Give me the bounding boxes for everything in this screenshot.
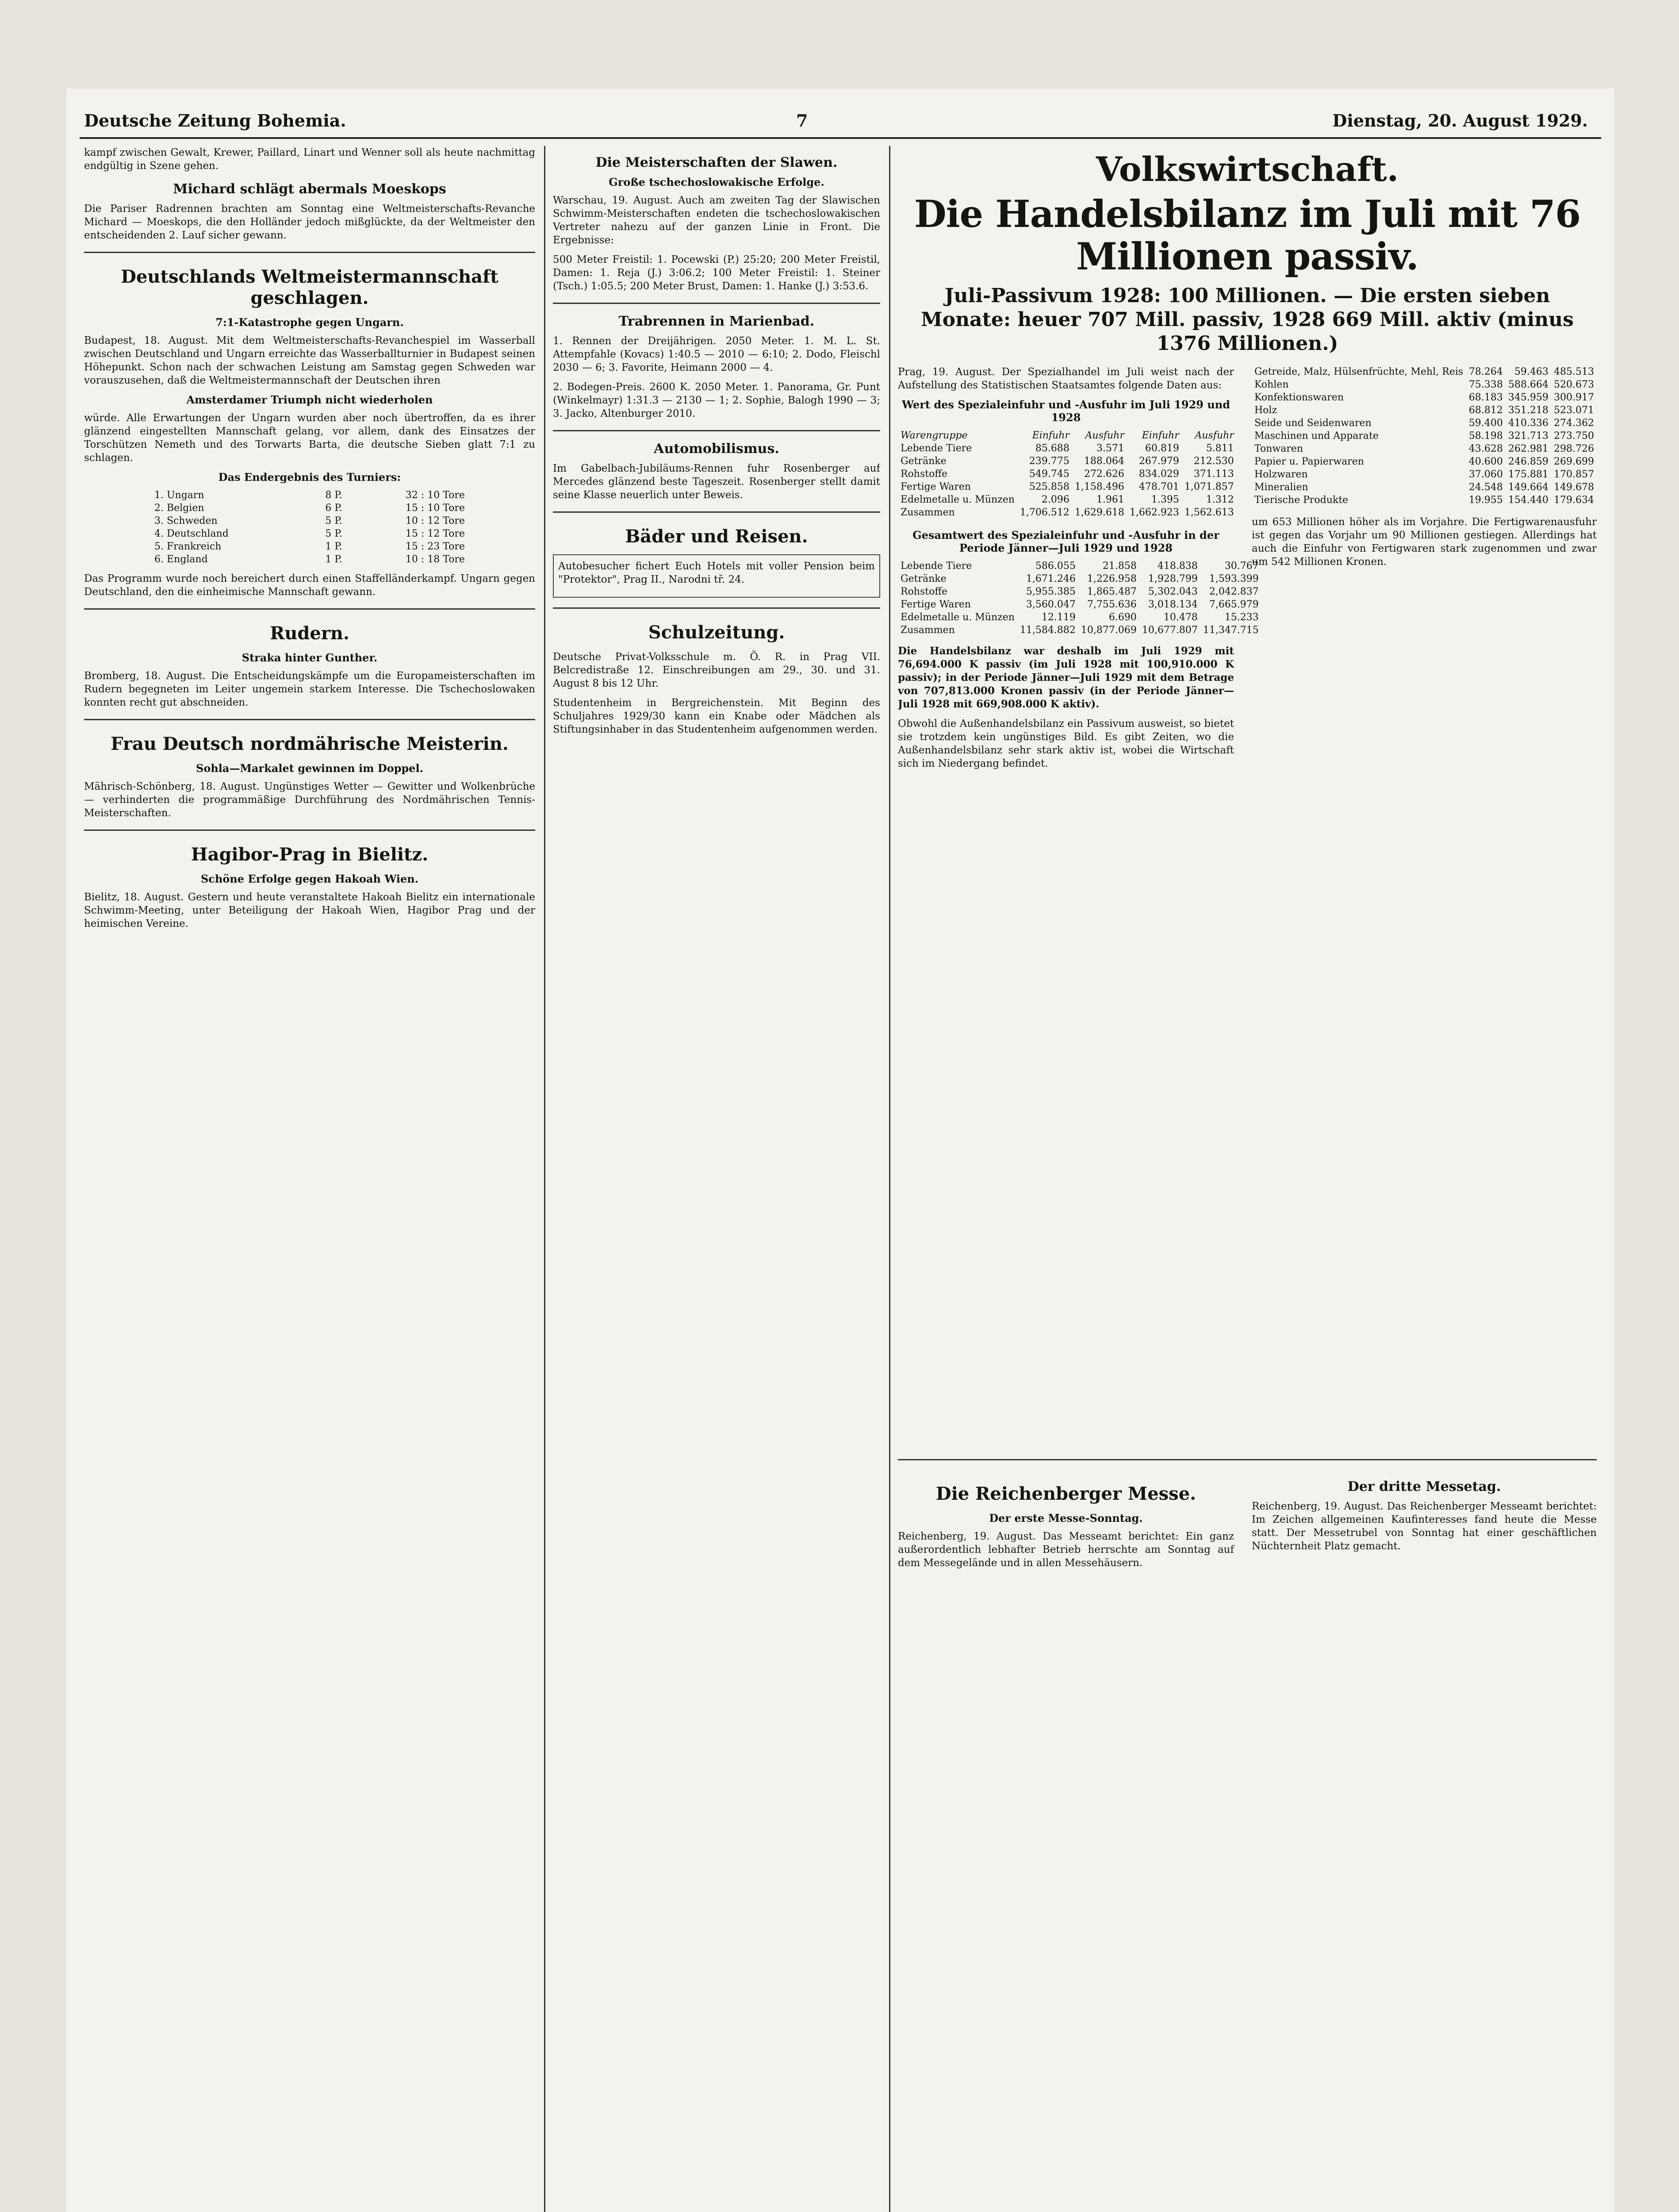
table-header-cell: Einfuhr bbox=[1032, 430, 1070, 441]
divider bbox=[84, 830, 535, 831]
table-row bbox=[898, 442, 1237, 455]
deck-trade-balance: Juli-Passivum 1928: 100 Millionen. — Die ersten sieben Monate: heuer 707 Mill. passiv, 1928 669 Mill. aktiv (minus 1376 Millionen.) bbox=[921, 284, 1574, 355]
headline-school: Schulzeitung. bbox=[648, 622, 785, 643]
table-cell: 1,071.857 bbox=[1184, 481, 1234, 492]
standings-row bbox=[152, 515, 468, 527]
table-cell: 3. Schweden bbox=[154, 515, 218, 526]
trade-two-columns bbox=[898, 365, 1597, 1449]
table-cell: 58.198 bbox=[1468, 430, 1503, 442]
table-cell: 300.917 bbox=[1554, 392, 1594, 403]
headline-hagibor: Hagibor-Prag in Bielitz. bbox=[191, 844, 429, 865]
page-number: 7 bbox=[796, 111, 808, 131]
table-cell: 1 P. bbox=[325, 541, 342, 552]
article-trotting-2: 2. Bodegen-Preis. 2600 K. 2050 Meter. 1. Panorama, Gr. Punt (Winkelmayr) 1:31.3 — 2130 — 1; 2. Sophie, Balogh 1990 — 3; 3. Jacko, Altenburger 2010. bbox=[553, 381, 880, 419]
table-cell: 1,928.799 bbox=[1148, 573, 1198, 584]
table-cell: Lebende Tiere bbox=[901, 561, 972, 572]
table-cell: 212.530 bbox=[1193, 456, 1234, 467]
column-sports-2 bbox=[553, 146, 880, 2212]
table-header-cell: Einfuhr bbox=[1142, 430, 1179, 441]
table-row bbox=[898, 572, 1261, 585]
divider bbox=[553, 511, 880, 513]
divider bbox=[84, 719, 535, 720]
headline-fair: Die Reichenberger Messe. bbox=[935, 1483, 1196, 1504]
table-cell: 1,629.618 bbox=[1074, 507, 1124, 518]
table-cell: Lebende Tiere bbox=[901, 443, 972, 454]
table-cell: 1,562.613 bbox=[1184, 507, 1234, 518]
table-cell: Fertige Waren bbox=[901, 599, 971, 610]
table-cell: 2,042.837 bbox=[1209, 586, 1259, 597]
table-cell: Fertige Waren bbox=[901, 481, 971, 492]
table-cell: 1.961 bbox=[1096, 494, 1124, 505]
column-economy bbox=[898, 146, 1597, 2212]
table-cell: 246.859 bbox=[1508, 456, 1549, 467]
table-cell: 1,226.958 bbox=[1087, 573, 1137, 584]
table-cell: 5,955.385 bbox=[1026, 586, 1076, 597]
table-row bbox=[898, 585, 1261, 598]
table-cell: 371.113 bbox=[1193, 469, 1234, 480]
table-cell: 3,018.134 bbox=[1148, 599, 1198, 610]
article-rowing: Bromberg, 18. August. Die Entscheidungskämpfe um die Europameisterschaften im Rudern begegneten im Leiter ungemein starkem Interesse. Die Tschechoslowaken konnten recht gut abschneiden. bbox=[84, 670, 535, 708]
table-cell: 272.626 bbox=[1084, 469, 1124, 480]
table-cell: Edelmetalle u. Münzen bbox=[901, 494, 1015, 505]
divider bbox=[84, 252, 535, 253]
trade-table-goods bbox=[1252, 365, 1597, 507]
table-cell: 32 : 10 Tore bbox=[405, 490, 465, 501]
table-cell: 8 P. bbox=[325, 490, 342, 501]
article-fair-1: Reichenberg, 19. August. Das Messeamt berichtet: Ein ganz außerordentlich lebhafter Betrieb herrschte am Sonntag auf dem Messegelände und in allen Messehäusern. bbox=[898, 1531, 1234, 1569]
table-cell: 75.338 bbox=[1468, 379, 1503, 390]
table-cell: 588.664 bbox=[1508, 379, 1549, 390]
intro-paragraph: kampf zwischen Gewalt, Krewer, Paillard, Linart und Wenner soll als heute nachmittag endgültig in Szene gehen. bbox=[84, 147, 535, 172]
table-cell: 37.060 bbox=[1468, 469, 1503, 480]
table2-title: Gesamtwert des Spezialeinfuhr und -Ausfuhr in der Periode Jänner—Juli 1929 und 1928 bbox=[912, 529, 1219, 554]
table-cell: 59.400 bbox=[1468, 418, 1503, 429]
table-cell: Kohlen bbox=[1254, 379, 1289, 390]
table-cell: 5 P. bbox=[325, 515, 342, 526]
table-cell: 274.362 bbox=[1554, 418, 1594, 429]
table-row bbox=[1252, 404, 1597, 417]
column-rule bbox=[544, 146, 545, 2212]
table-cell: 10,877.069 bbox=[1081, 625, 1137, 636]
table-cell: 523.071 bbox=[1554, 405, 1594, 416]
table-row bbox=[1252, 468, 1597, 481]
table-cell: 15 : 23 Tore bbox=[405, 541, 465, 552]
table-cell: 239.775 bbox=[1029, 456, 1070, 467]
table-row bbox=[898, 506, 1237, 519]
table-cell: 24.548 bbox=[1468, 482, 1503, 493]
standings-row bbox=[152, 489, 468, 502]
table-cell: 68.812 bbox=[1468, 405, 1503, 416]
table-cell: 179.634 bbox=[1554, 495, 1594, 506]
table-cell: 1,158.496 bbox=[1074, 481, 1124, 492]
table-cell: Maschinen und Apparate bbox=[1254, 430, 1379, 442]
table-cell: Tonwaren bbox=[1254, 443, 1303, 454]
table-cell: 10.478 bbox=[1163, 612, 1198, 623]
table-cell: 85.688 bbox=[1035, 443, 1070, 454]
table-cell: 6. England bbox=[154, 554, 208, 565]
trade-summary: Die Handelsbilanz war deshalb im Juli 1929 mit 76,694.000 K passiv (im Juli 1928 mit 100,910.000 K passiv); in der Periode Jänner—Juli 1929 mit dem Betrage von 707,813.000 Kronen passiv (in der Periode Jänner—Juli 1928 mit 669,908.000 K aktiv). bbox=[898, 645, 1234, 710]
table-cell: 1,865.487 bbox=[1087, 586, 1137, 597]
table-cell: 60.819 bbox=[1145, 443, 1179, 454]
table-cell: Getreide, Malz, Hülsenfrüchte, Mehl, Reis bbox=[1254, 366, 1464, 377]
table-cell: 6.690 bbox=[1108, 612, 1137, 623]
article-trotting-1: 1. Rennen der Dreijährigen. 2050 Meter. 1. M. L. St. Attempfahle (Kovacs) 1:40.5 — 2010 — 6:10; 2. Dodo, Fleischl 2030 — 6; 3. Favorite, Heimann 2000 — 4. bbox=[553, 335, 880, 373]
table-cell: 7,755.636 bbox=[1087, 599, 1137, 610]
table-cell: 834.029 bbox=[1138, 469, 1179, 480]
article-fair-2: Reichenberg, 19. August. Das Reichenberger Messeamt berichtet: Im Zeichen allgemeinen Kaufinteresses fand heute die Messe statt. Der Messetrubel von Sonntag hat einer geschäftlichen Nüchternheit Platz gemacht. bbox=[1252, 1501, 1597, 1552]
table-cell: 2. Belgien bbox=[154, 503, 204, 514]
table-cell: Edelmetalle u. Münzen bbox=[901, 612, 1015, 623]
table-cell: Rohstoffe bbox=[901, 586, 948, 597]
table-cell: 269.699 bbox=[1554, 456, 1594, 467]
column-sports-1 bbox=[84, 146, 535, 2212]
table-cell: Getränke bbox=[901, 456, 947, 467]
table-cell: 586.055 bbox=[1035, 561, 1076, 572]
table-header-cell: Ausfuhr bbox=[1085, 430, 1124, 441]
article-school-2: Studentenheim in Bergreichenstein. Mit Beginn des Schuljahres 1929/30 kann ein Knabe oder Mädchen als Stiftungsinhaber in das Studentenheim aufgenommen werden. bbox=[553, 697, 880, 735]
subhead-hagibor: Schöne Erfolge gegen Hakoah Wien. bbox=[200, 872, 419, 885]
subhead-tennis: Sohla—Markalet gewinnen im Doppel. bbox=[196, 762, 424, 775]
table-row bbox=[1252, 494, 1597, 507]
ad-protektor: Autobesucher fichert Euch Hotels mit voller Pension beim "Protektor", Prag II., Narodni tř. 24. bbox=[558, 561, 875, 585]
headline-slavs: Die Meisterschaften der Slawen. bbox=[595, 155, 838, 170]
table-cell: Zusammen bbox=[901, 507, 955, 518]
subhead-rowing: Straka hinter Gunther. bbox=[242, 651, 378, 664]
headline-tennis: Frau Deutsch nordmährische Meisterin. bbox=[111, 733, 509, 754]
table-cell: 7,665.979 bbox=[1209, 599, 1259, 610]
table-cell: 1.312 bbox=[1206, 494, 1234, 505]
table-cell: 154.440 bbox=[1508, 495, 1549, 506]
table-cell: 175.881 bbox=[1508, 469, 1549, 480]
table-cell: 10,677.807 bbox=[1142, 625, 1198, 636]
table-row bbox=[1252, 391, 1597, 404]
section-banner: Volkswirtschaft. bbox=[1096, 150, 1399, 189]
table-cell: 3.571 bbox=[1096, 443, 1124, 454]
table-cell: 418.838 bbox=[1157, 561, 1198, 572]
divider bbox=[84, 608, 535, 610]
trade-table-period bbox=[898, 560, 1261, 637]
table-row bbox=[898, 611, 1261, 624]
headline-third-day: Der dritte Messetag. bbox=[1347, 1479, 1501, 1494]
table-cell: 12.119 bbox=[1041, 612, 1076, 623]
table-row bbox=[898, 624, 1261, 637]
table-cell: Holzwaren bbox=[1254, 469, 1308, 480]
table-cell: 520.673 bbox=[1554, 379, 1594, 390]
table-cell: 478.701 bbox=[1138, 481, 1179, 492]
table-cell: 11,584.882 bbox=[1020, 625, 1076, 636]
table-cell: 5,302.043 bbox=[1148, 586, 1198, 597]
issue-date: Dienstag, 20. August 1929. bbox=[1332, 111, 1588, 131]
table-cell: Mineralien bbox=[1254, 482, 1308, 493]
table-header-cell: Warengruppe bbox=[901, 430, 968, 441]
trade-left bbox=[898, 365, 1259, 776]
table-row bbox=[1252, 430, 1597, 442]
standings-row bbox=[152, 553, 468, 566]
article-hagibor: Bielitz, 18. August. Gestern und heute veranstaltete Hakoah Bielitz ein internationale Schwimm-Meeting, unter Beteiligung der Hakoah Wien, Hagibor Prag und der heimischen Vereine. bbox=[84, 891, 535, 929]
table-row bbox=[1252, 481, 1597, 494]
newspaper-page bbox=[66, 88, 1614, 2212]
table-cell: 149.678 bbox=[1554, 482, 1594, 493]
ad-box bbox=[553, 554, 880, 598]
table-row bbox=[1252, 455, 1597, 468]
table-cell: 1,671.246 bbox=[1026, 573, 1076, 584]
table-cell: 410.336 bbox=[1508, 418, 1549, 429]
trade-intro: Prag, 19. August. Der Spezialhandel im Juli weist nach der Aufstellung des Statistischen Staatsamtes folgende Daten aus: bbox=[898, 366, 1234, 391]
table-cell: 525.858 bbox=[1029, 481, 1070, 492]
header-rule bbox=[80, 137, 1601, 139]
table-cell: 59.463 bbox=[1514, 366, 1549, 377]
table-cell: 267.979 bbox=[1138, 456, 1179, 467]
table-cell: 30.767 bbox=[1224, 561, 1259, 572]
table-cell: 321.713 bbox=[1508, 430, 1549, 442]
table-row bbox=[898, 560, 1261, 572]
article-waterpolo-3: Das Programm wurde noch bereichert durch einen Staffelländerkampf. Ungarn gegen Deutschland, den die einheimische Mannschaft gewann. bbox=[84, 573, 535, 598]
table-cell: 19.955 bbox=[1468, 495, 1503, 506]
fair-two-columns bbox=[898, 1470, 1597, 2178]
table-cell: Seide und Seidenwaren bbox=[1254, 418, 1372, 429]
table-cell: Holz bbox=[1254, 405, 1277, 416]
table-cell: 11,347.715 bbox=[1203, 625, 1259, 636]
table-cell: 1. Ungarn bbox=[154, 490, 204, 501]
table-cell: 5.811 bbox=[1206, 443, 1234, 454]
table-cell: 43.628 bbox=[1468, 443, 1503, 454]
table-cell: 170.857 bbox=[1554, 469, 1594, 480]
fair-right bbox=[1252, 1470, 1597, 1559]
trade-commentary-2: um 653 Millionen höher als im Vorjahre. Die Fertigwarenausfuhr ist gegen das Vorjahr um 90 Millionen gestiegen. Allerdings hat auch die Einfuhr von Fertigwaren stark zugenommen und zwar um 542 Millionen Kronen. bbox=[1252, 516, 1597, 568]
table-row bbox=[1252, 378, 1597, 391]
table-cell: 1,662.923 bbox=[1129, 507, 1179, 518]
standings-table bbox=[152, 489, 468, 566]
standings-row bbox=[152, 502, 468, 515]
table-cell: Konfektionswaren bbox=[1254, 392, 1344, 403]
table-cell: 3,560.047 bbox=[1026, 599, 1076, 610]
table-row bbox=[898, 480, 1237, 493]
table-cell: 10 : 12 Tore bbox=[405, 515, 465, 526]
table-cell: Zusammen bbox=[901, 625, 955, 636]
table-row bbox=[898, 598, 1261, 611]
headline-auto: Automobilismus. bbox=[654, 441, 779, 457]
headline-trade-balance: Die Handelsbilanz im Juli mit 76 Millionen passiv. bbox=[914, 192, 1581, 278]
trade-table-july bbox=[898, 429, 1237, 519]
table-cell: 262.981 bbox=[1508, 443, 1549, 454]
table-cell: 15 : 10 Tore bbox=[405, 503, 465, 514]
table-row bbox=[898, 493, 1237, 506]
table-cell: Tierische Produkte bbox=[1254, 495, 1349, 506]
table-cell: 68.183 bbox=[1468, 392, 1503, 403]
table-cell: 1 P. bbox=[325, 554, 342, 565]
fair-left bbox=[898, 1470, 1234, 1576]
article-slavs-2: 500 Meter Freistil: 1. Pocewski (P.) 25:20; 200 Meter Freistil, Damen: 1. Reja (J.) 3:06.2; 100 Meter Freistil: 1. Steiner (Tsch.) 1:05.5; 200 Meter Brust, Damen: 1. Hanke (J.) 3:53.6. bbox=[553, 254, 880, 292]
page-header bbox=[66, 106, 1614, 137]
table-header-cell: Ausfuhr bbox=[1195, 430, 1234, 441]
subhead-slavs: Große tschechoslowakische Erfolge. bbox=[609, 176, 824, 188]
table-cell: 15.233 bbox=[1224, 612, 1259, 623]
table-row bbox=[1252, 442, 1597, 455]
headline-michard: Michard schlägt abermals Moeskops bbox=[173, 181, 446, 197]
table-cell: 273.750 bbox=[1554, 430, 1594, 442]
table-cell: Getränke bbox=[901, 573, 947, 584]
table-cell: 40.600 bbox=[1468, 456, 1503, 467]
table-cell: 2.096 bbox=[1041, 494, 1070, 505]
table-cell: Papier u. Papierwaren bbox=[1254, 456, 1364, 467]
divider bbox=[553, 430, 880, 431]
subhead-amsterdam: Amsterdamer Triumph nicht wiederholen bbox=[186, 393, 433, 406]
standings-title: Das Endergebnis des Turniers: bbox=[218, 471, 401, 484]
table-cell: 149.664 bbox=[1508, 482, 1549, 493]
table-cell: 21.858 bbox=[1102, 561, 1137, 572]
table-cell: 345.959 bbox=[1508, 392, 1549, 403]
table-row bbox=[898, 468, 1237, 480]
headline-waterpolo: Deutschlands Weltmeistermannschaft geschlagen. bbox=[121, 266, 498, 308]
article-slavs-1: Warschau, 19. August. Auch am zweiten Tag der Slawischen Schwimm-Meisterschaften endeten die tschechoslowakischen Vertreter nahezu auf der ganzen Linie in Front. Die Ergebnisse: bbox=[553, 195, 880, 246]
table-cell: 188.064 bbox=[1084, 456, 1124, 467]
article-auto: Im Gabelbach-Jubiläums-Rennen fuhr Rosenberger auf Mercedes glänzend beste Tageszeit. Rosenberger stellt damit seine Klasse neuerlich unter Beweis. bbox=[553, 463, 880, 501]
article-waterpolo-2: würde. Alle Erwartungen der Ungarn wurden aber noch übertroffen, da es ihrer glänzend eingestellten Mannschaft gelang, vor allem, dank des Einsatzes der Torschützen Nemeth und des Torwarts Barta, die deutsche Sieben glatt 7:1 zu schlagen. bbox=[84, 412, 535, 464]
article-tennis: Mährisch-Schönberg, 18. August. Ungünstiges Wetter — Gewitter und Wolkenbrüche — verhinderten die programmäßige Durchführung des Nordmährischen Tennis-Meisterschaften. bbox=[84, 781, 535, 819]
paper-name: Deutsche Zeitung Bohemia. bbox=[84, 111, 346, 131]
table-cell: 485.513 bbox=[1554, 366, 1594, 377]
table-cell: 1.395 bbox=[1151, 494, 1179, 505]
table-cell: 10 : 18 Tore bbox=[405, 554, 465, 565]
table-cell: 78.264 bbox=[1468, 366, 1503, 377]
table-cell: 1,593.399 bbox=[1209, 573, 1259, 584]
subhead-fair: Der erste Messe-Sonntag. bbox=[989, 1512, 1143, 1525]
trade-right bbox=[1252, 365, 1597, 575]
table-cell: 549.745 bbox=[1029, 469, 1070, 480]
table-cell: 351.218 bbox=[1508, 405, 1549, 416]
article-waterpolo-1: Budapest, 18. August. Mit dem Weltmeisterschafts-Revanchespiel im Wasserball zwischen Deutschland und Ungarn erreichte das Wasserballturnier in Budapest seinen Höhepunkt. Schon nach der schwachen Leistung am Samstag gegen Schweden war vorauszusehen, daß die Weltmeistermannschaft der Deutschen ihren bbox=[84, 335, 535, 386]
table-row bbox=[1252, 417, 1597, 430]
article-michard: Die Pariser Radrennen brachten am Sonntag eine Weltmeisterschafts-Revanche Michard — Moeskops, die den Holländer jedoch mißglückte, da der Weltmeister den entscheidenden 2. Lauf sicher gewann. bbox=[84, 203, 535, 241]
divider bbox=[898, 1459, 1597, 1460]
subhead-waterpolo: 7:1-Katastrophe gegen Ungarn. bbox=[215, 316, 404, 329]
column-rule bbox=[889, 146, 890, 2212]
table-cell: 5. Frankreich bbox=[154, 541, 222, 552]
table-cell: 5 P. bbox=[325, 528, 342, 539]
table-cell: 4. Deutschland bbox=[154, 528, 229, 539]
table-cell: 15 : 12 Tore bbox=[405, 528, 465, 539]
headline-rowing: Rudern. bbox=[270, 623, 349, 644]
divider bbox=[553, 607, 880, 609]
headline-baths: Bäder und Reisen. bbox=[625, 526, 808, 547]
headline-trotting: Trabrennen in Marienbad. bbox=[618, 314, 815, 329]
table-cell: Rohstoffe bbox=[901, 469, 948, 480]
table-cell: 1,706.512 bbox=[1020, 507, 1070, 518]
table-row bbox=[898, 455, 1237, 468]
table1-title: Wert des Spezialeinfuhr und -Ausfuhr im Juli 1929 und 1928 bbox=[901, 398, 1230, 424]
table-cell: 298.726 bbox=[1554, 443, 1594, 454]
divider bbox=[553, 303, 880, 304]
trade-commentary: Obwohl die Außenhandelsbilanz ein Passivum ausweist, so bietet sie trotzdem kein ungünstiges Bild. Es gibt Zeiten, wo die Außenhandelsbilanz sehr stark aktiv ist, wobei die Wirtschaft sich im Niedergang befindet. bbox=[898, 718, 1234, 769]
table-cell: 6 P. bbox=[325, 503, 342, 514]
standings-row bbox=[152, 540, 468, 553]
article-school-1: Deutsche Privat-Volksschule m. Ö. R. in Prag VII. Belcredistraße 12. Einschreibungen am 29., 30. und 31. August 8 bis 12 Uhr. bbox=[553, 651, 880, 689]
table-row bbox=[1252, 365, 1597, 378]
standings-row bbox=[152, 527, 468, 540]
